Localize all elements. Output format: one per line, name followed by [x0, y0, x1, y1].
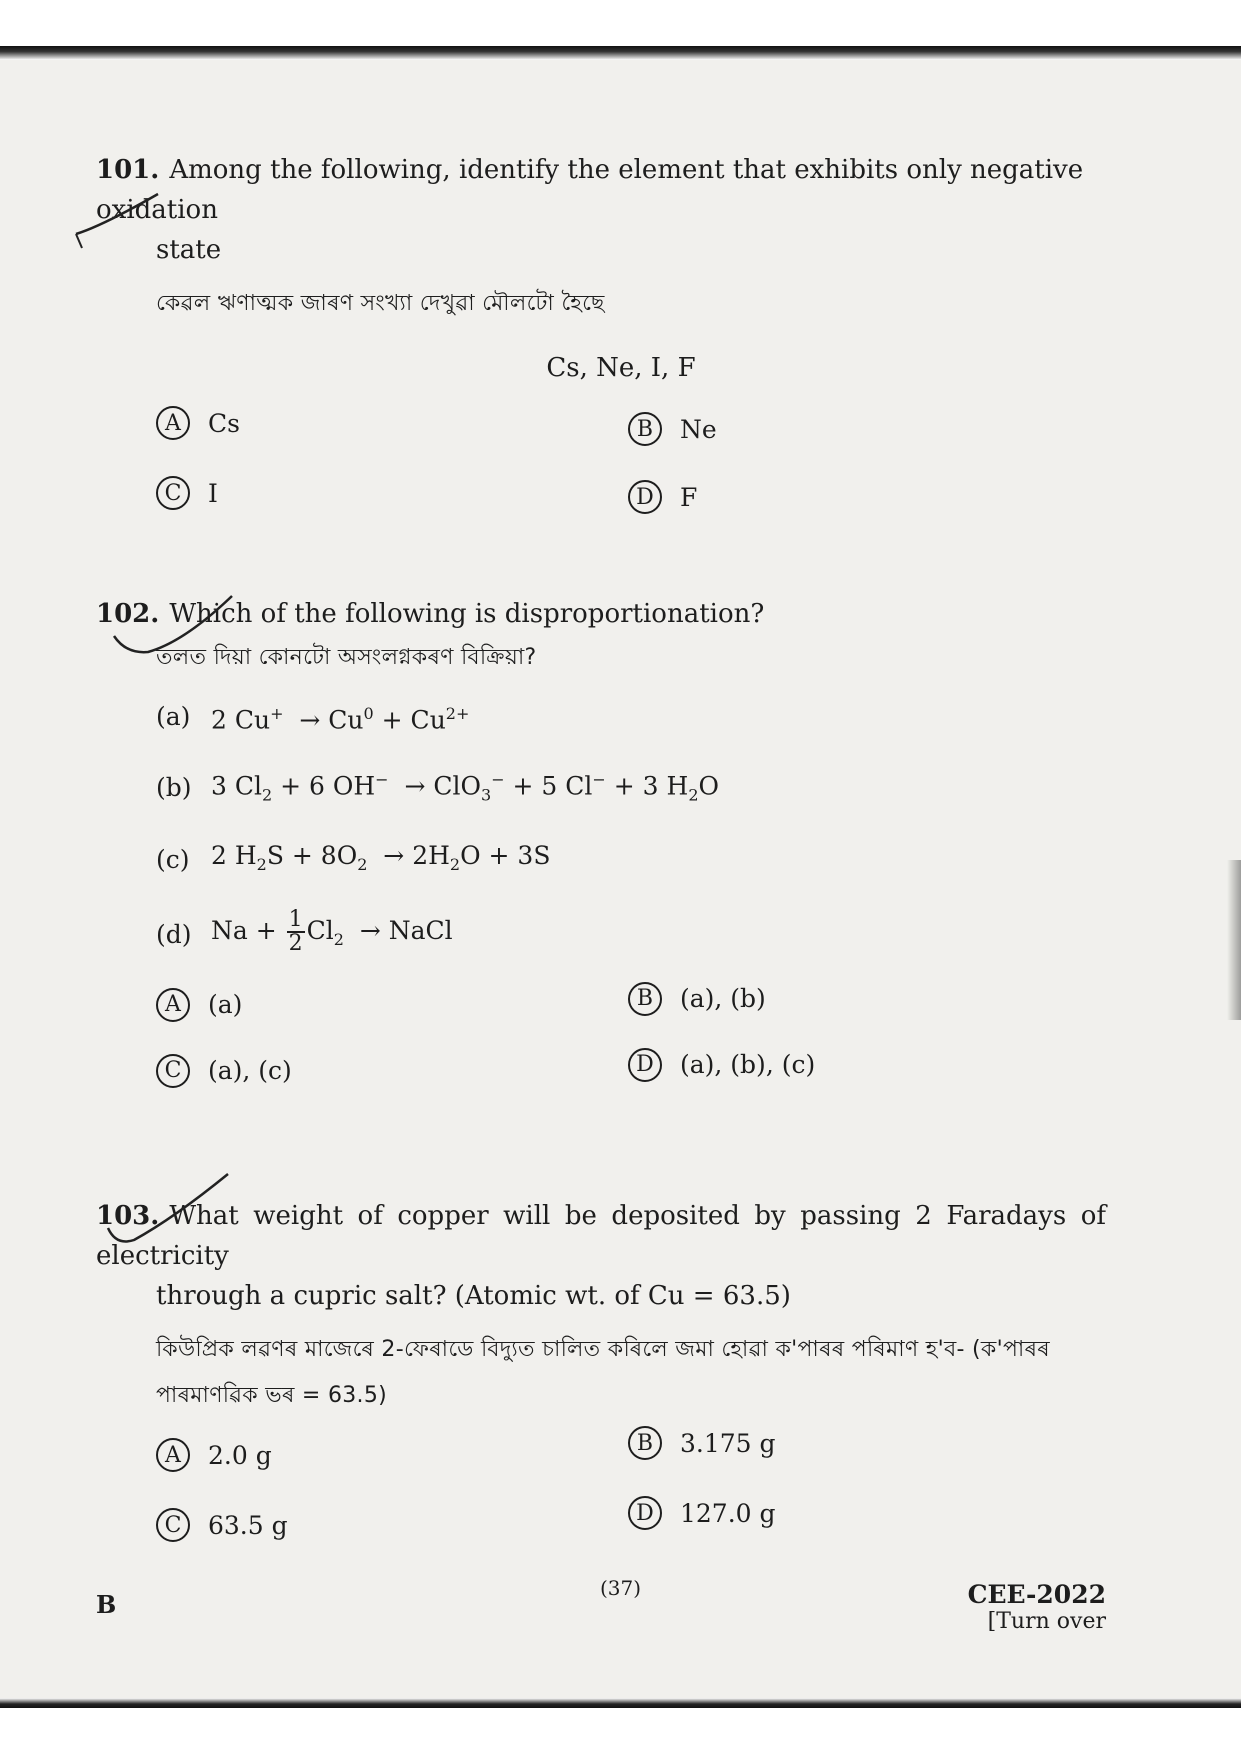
- option-letter: B: [628, 982, 662, 1016]
- option-text: (a), (b), (c): [680, 1050, 816, 1080]
- option-text: (a): [208, 990, 243, 1020]
- options: [96, 402, 1106, 552]
- bengali-translation-line-1: কিউপ্ৰিক লৱণৰ মাজেৰে 2-ফেৰাডে বিদ্যুত চালিত কৰিলে জমা হোৱা ক'পাৰৰ পৰিমাণ হ'ব- (ক'পাৰৰ: [156, 1337, 1050, 1362]
- question-line-1: Which of the following is disproportionation?: [169, 599, 765, 629]
- reaction-equation: Na + $\frac{1}{2}$ $Cl_2$ → NaCl: [211, 907, 453, 957]
- option-text: F: [680, 482, 698, 512]
- question-text: [96, 150, 1106, 230]
- option-text: Cs: [208, 408, 240, 438]
- question-number: 101.: [96, 155, 160, 185]
- option-letter: A: [156, 406, 190, 440]
- page-number: (37): [599, 1576, 642, 1600]
- option-d[interactable]: [628, 1496, 776, 1530]
- option-letter: A: [156, 1438, 190, 1472]
- reaction-equation: 2 $H_2S + 8O_2 \to 2H_2O + 3S$: [211, 840, 551, 874]
- binding-shadow: [1227, 860, 1241, 1020]
- page-top-edge: [0, 0, 1241, 60]
- option-letter: D: [628, 1048, 662, 1082]
- option-letter: D: [628, 1496, 662, 1530]
- reaction-label: (d): [156, 920, 192, 950]
- question-number: 102.: [96, 599, 160, 629]
- option-letter: B: [628, 412, 662, 446]
- reaction-a: [96, 684, 1106, 750]
- option-letter: C: [156, 1508, 190, 1542]
- question-line-1: Among the following, identify the element that exhibits only negative oxidation: [96, 155, 1084, 225]
- option-text: I: [208, 478, 218, 508]
- handwritten-tick-icon: [72, 186, 162, 256]
- option-b[interactable]: [628, 412, 717, 446]
- option-c[interactable]: [156, 1054, 292, 1088]
- option-letter: A: [156, 988, 190, 1022]
- handwritten-tick-icon: [104, 594, 254, 664]
- option-d[interactable]: [628, 480, 697, 514]
- option-letter: C: [156, 476, 190, 510]
- turn-over-note: [Turn over: [987, 1609, 1106, 1634]
- option-c[interactable]: [156, 476, 218, 510]
- option-b[interactable]: [628, 982, 766, 1016]
- option-letter: D: [628, 480, 662, 514]
- question-line-1: What weight of copper will be deposited by passing 2 Faradays of electricity: [96, 1201, 1106, 1271]
- option-text: 2.0 g: [208, 1440, 272, 1470]
- reaction-label: (b): [156, 772, 192, 802]
- reaction-label: (a): [156, 702, 191, 732]
- option-c[interactable]: [156, 1508, 288, 1542]
- option-letter: C: [156, 1054, 190, 1088]
- option-text: 3.175 g: [680, 1428, 776, 1458]
- option-text: Ne: [680, 414, 717, 444]
- element-list: Cs, Ne, I, F: [546, 353, 696, 383]
- exam-code-block: [968, 1580, 1106, 1634]
- question-103: [96, 1196, 1106, 1580]
- bengali-translation: কেৱল ঋণাত্মক জাৰণ সংখ্যা দেখুৱা মৌলটো হৈছে: [156, 291, 605, 316]
- option-text: (a), (b): [680, 984, 766, 1014]
- bengali-translation: তলত দিয়া কোনটো অসংলগ্নকৰণ বিক্ৰিয়া?: [156, 645, 537, 670]
- reaction-label: (c): [156, 845, 190, 875]
- option-a[interactable]: [156, 988, 242, 1022]
- question-101: [96, 150, 1106, 552]
- reaction-c: [96, 826, 1106, 895]
- reaction-b: [96, 750, 1106, 825]
- question-line-2: state: [156, 235, 222, 265]
- question-set: B: [96, 1590, 117, 1619]
- page-bottom-edge: [0, 1698, 1241, 1754]
- option-text: (a), (c): [208, 1056, 292, 1086]
- reaction-equation: 2 $Cu^+ \to Cu^0 + Cu^{2+}$: [211, 704, 470, 735]
- question-text: [96, 1196, 1106, 1276]
- option-d[interactable]: [628, 1048, 815, 1082]
- reaction-equation: 3 $Cl_2 + 6$ OH− → ClO$_3$− + 5 Cl− + 3 $H_2O$: [211, 770, 720, 805]
- option-letter: B: [628, 1426, 662, 1460]
- question-line-2: through a cupric salt? (Atomic wt. of Cu = 63.5): [156, 1281, 791, 1311]
- option-text: 127.0 g: [680, 1498, 776, 1528]
- exam-code: CEE-2022: [967, 1580, 1106, 1609]
- reaction-d: [96, 895, 1106, 976]
- bengali-translation-line-2: পাৰমাণৱিক ভৰ = 63.5): [156, 1383, 388, 1408]
- handwritten-tick-icon: [104, 1168, 234, 1258]
- question-number: 103.: [96, 1201, 160, 1231]
- options: [96, 1430, 1106, 1580]
- options: [96, 980, 1106, 1130]
- option-a[interactable]: [156, 1438, 272, 1472]
- option-b[interactable]: [628, 1426, 776, 1460]
- question-102: [96, 594, 1106, 1130]
- option-a[interactable]: [156, 406, 240, 440]
- option-text: 63.5 g: [208, 1510, 288, 1540]
